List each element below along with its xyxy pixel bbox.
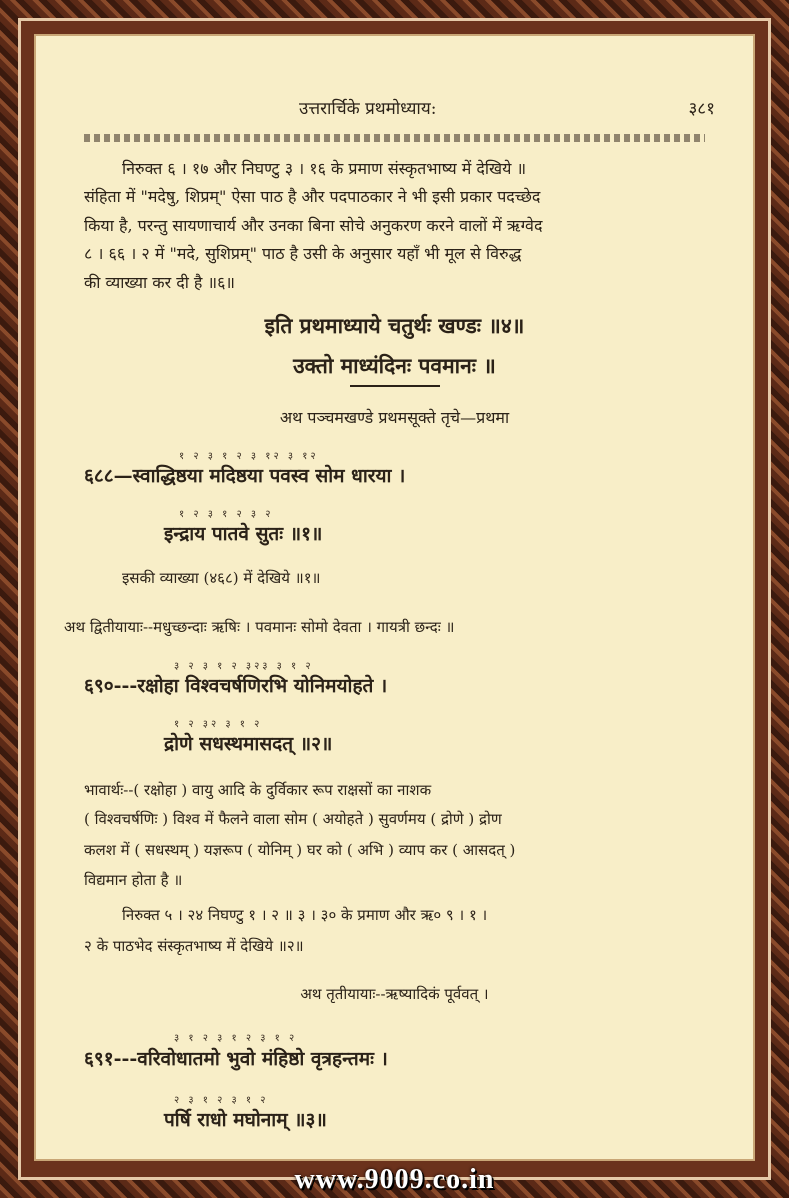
ornamental-divider xyxy=(84,134,705,142)
svara-marks: १ २ ३२ ३ १ २ xyxy=(174,719,263,730)
svara-marks: २ ३ १ २ ३ १ २ xyxy=(174,1095,269,1106)
paragraph-line: निरुक्त ५ । २४ निघण्टु १ । २ ॥ ३ । ३० के प्रमाण और ऋ० ९ । १ । xyxy=(122,906,488,924)
section-divider xyxy=(350,385,440,387)
bhavarth-line: विद्यमान होता है ॥ xyxy=(84,871,183,889)
verse-line: पर्षि राधो मघोनाम् ॥३॥ xyxy=(164,1109,327,1131)
third-heading: अथ तृतीयायाः--ऋष्यादिकं पूर्ववत् । xyxy=(300,985,489,1003)
page-header xyxy=(34,96,755,120)
section-end-line: इति प्रथमाध्याये चतुर्थः खण्डः ॥४॥ xyxy=(264,313,525,338)
paragraph-line: किया है, परन्तु सायणाचार्य और उनका बिना सोचे अनुकरण करने वालों में ऋग्वेद xyxy=(84,216,543,235)
section-heading: अथ पञ्चमखण्डे प्रथमसूक्ते तृचे—प्रथमा xyxy=(279,408,510,427)
section-end-line: उक्तो माध्यंदिनः पवमानः ॥ xyxy=(293,353,496,378)
bhavarth-line: कलश में ( सधस्थम् ) यज्ञरूप ( योनिम् ) घर को ( अभि ) व्याप कर ( आसदत् ) xyxy=(84,841,516,859)
svara-marks: ३ १ २ ३ १ २ ३ १ २ xyxy=(174,1033,298,1044)
page-number: ३८१ xyxy=(688,99,715,119)
svara-marks: ३ २ ३ १ २ ३२३ ३ १ २ xyxy=(174,661,314,672)
svara-marks: १ २ ३ १ २ ३ २ xyxy=(179,509,274,520)
paragraph-line: २ के पाठभेद संस्कृतभाष्य में देखिये ॥२॥ xyxy=(84,937,304,955)
svara-marks: १ २ ३ १ २ ३ १२ ३ १२ xyxy=(179,451,319,462)
bhavarth-line: भावार्थः--( रक्षोहा ) वायु आदि के दुर्विकार रूप राक्षसों का नाशक xyxy=(84,781,432,799)
verse-line: द्रोणे सधस्थमासदत् ॥२॥ xyxy=(164,733,333,755)
paragraph-line: की व्याख्या कर दी है ॥६॥ xyxy=(84,273,235,292)
verse-note: इसकी व्याख्या (४६८) में देखिये ॥१॥ xyxy=(122,569,321,587)
paragraph-line: संहिता में "मदेषु, शिप्रम्" ऐसा पाठ है और पदपाठकार ने भी इसी प्रकार पदच्छेद xyxy=(84,187,541,206)
paragraph-line: निरुक्त ६ । १७ और निघण्टु ३ । १६ के प्रमाण संस्कृतभाष्य में देखिये ॥ xyxy=(122,159,527,178)
second-heading: अथ द्वितीयायाः--मधुच्छन्दाः ऋषिः । पवमानः सोमो देवता । गायत्री छन्दः ॥ xyxy=(64,618,455,636)
website-url: www.9009.co.in xyxy=(294,1164,495,1195)
paragraph-line: ८ । ६६ । २ में "मदे, सुशिप्रम्" पाठ है उसी के अनुसार यहाँ भी मूल से विरुद्ध xyxy=(84,244,522,263)
verse-line: ६९१---वरिवोधातमो भुवो मंहिष्ठो वृत्रहन्तमः । xyxy=(84,1048,388,1070)
verse-line: ६८८—स्वाद्धिष्ठया मदिष्ठया पवस्व सोम धारया । xyxy=(84,465,406,487)
header-title: उत्तरार्चिके प्रथमोध्याय: xyxy=(299,99,437,119)
verse-line: इन्द्राय पातवे सुतः ॥१॥ xyxy=(164,523,323,545)
bhavarth-line: ( विश्वचर्षणिः ) विश्व में फैलने वाला सोम ( अयोहते ) सुवर्णमय ( द्रोणे ) द्रोण xyxy=(84,810,502,828)
verse-line: ६९०---रक्षोहा विश्वचर्षणिरभि योनिमयोहते । xyxy=(84,675,388,697)
page xyxy=(34,34,755,1161)
